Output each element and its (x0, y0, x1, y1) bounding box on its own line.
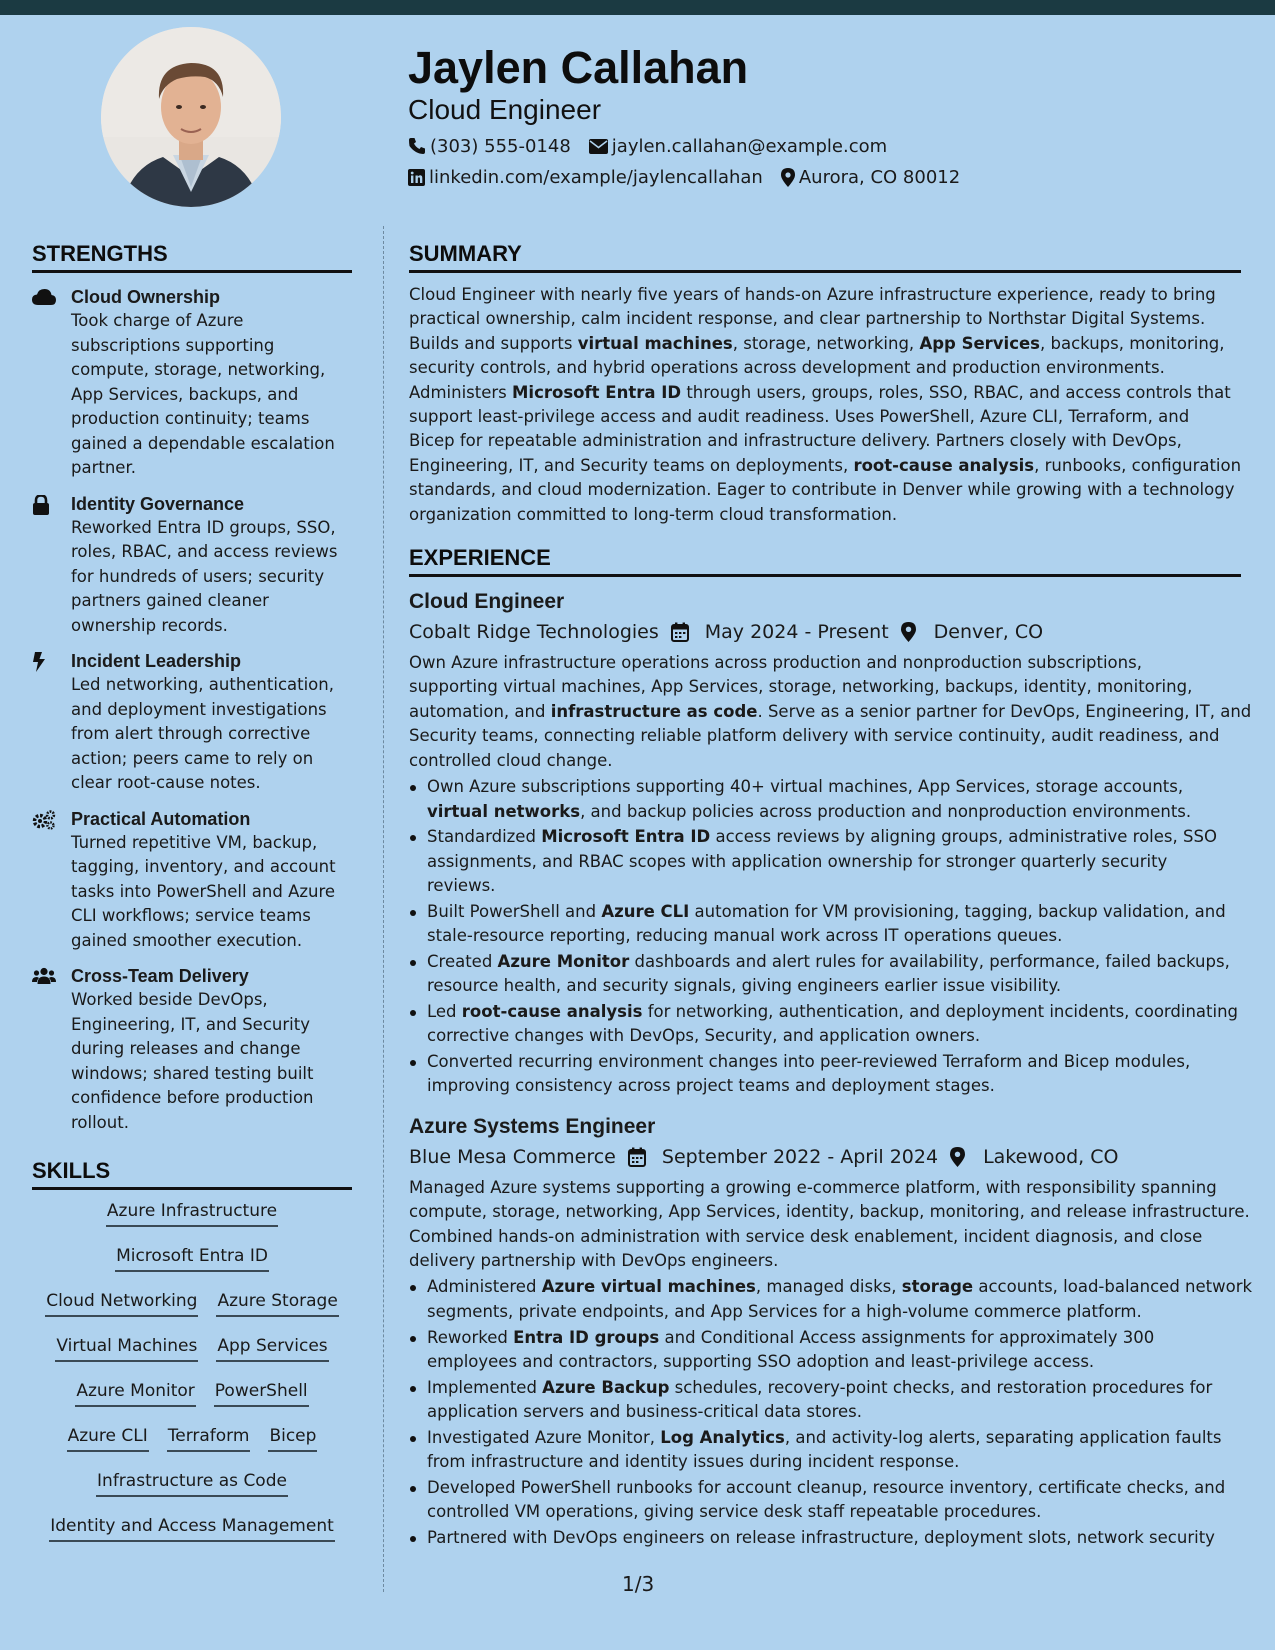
linkedin-contact[interactable] (408, 167, 763, 188)
skill-tag: Azure Storage (216, 1290, 338, 1317)
top-accent-bar (0, 0, 1275, 15)
text-run: Reworked (427, 1327, 514, 1347)
skill-row (32, 1470, 352, 1515)
emphasis-text: App Services (919, 333, 1040, 353)
text-run: Standardized (427, 827, 542, 847)
strength-description (71, 988, 352, 1135)
emphasis-text: Microsoft Entra ID (541, 827, 711, 847)
text-run: and Conditional Access assignments for approximately 300 (659, 1327, 1155, 1347)
bullet-item (409, 1050, 1241, 1099)
strength-line: from alert through corrective (71, 724, 311, 743)
text-run: Led (427, 1001, 462, 1021)
text-run: dashboards and alert rules for availability, performance, failed backups, (629, 951, 1230, 971)
text-run: , and activity-log alerts, separating application faults (784, 1427, 1222, 1447)
text-run: standards, and cloud modernization. Eager to contribute in Denver while growing with a technology (409, 480, 1235, 500)
strength-line: Took charge of Azure (71, 311, 244, 330)
emphasis-text: Azure Monitor (497, 951, 630, 971)
emphasis-text: Azure virtual machines (541, 1277, 756, 1297)
strength-description (71, 673, 352, 796)
emphasis-text: Microsoft Entra ID (512, 382, 682, 402)
text-run: stale-resource reporting, reducing manual work across IT operations queues. (427, 926, 1063, 946)
job-dates-text: May 2024 - Present (704, 621, 889, 644)
text-run: Bicep for repeatable administration and infrastructure delivery. Partners closely with DevOps, (409, 431, 1182, 451)
email-text[interactable]: jaylen.callahan@example.com (611, 135, 888, 157)
strength-line: for hundreds of users; security (71, 566, 325, 586)
text-run: assignments, and RBAC scopes with application ownership for stronger quarterly security (427, 851, 1168, 871)
text-run: schedules, recovery-point checks, and restoration procedures for (669, 1377, 1213, 1397)
emphasis-text: Azure CLI (601, 901, 690, 921)
strength-line: partner. (71, 458, 136, 477)
bullet-item (409, 1526, 1241, 1550)
text-run: automation for VM provisioning, tagging, backup validation, and (689, 901, 1226, 921)
strengths-heading: STRENGTHS (32, 241, 352, 273)
text-run: , storage, networking, (732, 333, 920, 353)
linkedin-icon (408, 169, 425, 186)
text-run: . Serve as a senior partner for DevOps, Engineering, IT, and (757, 701, 1252, 721)
strength-line: Led networking, authentication, (71, 675, 334, 694)
users-icon (32, 967, 56, 987)
emphasis-text: root-cause analysis (461, 1001, 643, 1021)
text-run: Own Azure subscriptions supporting 40+ virtual machines, App Services, storage accounts, (427, 777, 1184, 797)
emphasis-text: virtual machines (577, 333, 733, 353)
emphasis-text: Log Analytics (660, 1427, 785, 1447)
left-column (32, 241, 352, 1560)
strength-line: CLI workflows; service teams (71, 906, 311, 925)
job-meta (409, 618, 1241, 646)
skill-row (32, 1335, 352, 1380)
strength-line: Worked beside DevOps, (71, 990, 268, 1009)
text-run: controlled cloud change. (409, 750, 613, 770)
text-run: reviews. (427, 876, 496, 896)
bullet-item (409, 1275, 1253, 1324)
skill-tag: Terraform (167, 1425, 251, 1452)
job-dates-text: September 2022 - April 2024 (661, 1145, 939, 1168)
map-pin-icon (781, 168, 795, 187)
right-column (409, 241, 1253, 1552)
strength-line: subscriptions supporting (71, 335, 275, 355)
emphasis-text: root-cause analysis (853, 455, 1035, 475)
strength-line: windows; shared testing built (71, 1063, 314, 1083)
text-run: compute, storage, networking, App Services, identity, backup, monitoring, and release infrastructure. (409, 1202, 1250, 1222)
experience-heading: EXPERIENCE (409, 545, 1241, 577)
strength-line: production continuity; teams (71, 409, 310, 428)
text-run: Partnered with DevOps engineers on release infrastructure, deployment slots, network security (427, 1528, 1215, 1548)
skill-tag: Bicep (268, 1425, 317, 1452)
strength-line: roles, RBAC, and access reviews (71, 542, 338, 561)
text-run: access reviews by aligning groups, administrative roles, SSO (710, 827, 1217, 847)
text-run: for networking, authentication, and deployment incidents, coordinating (642, 1001, 1239, 1021)
map-pin-icon (950, 1147, 973, 1167)
skill-tag: Azure CLI (67, 1425, 149, 1452)
text-run: Investigated Azure Monitor, (427, 1427, 661, 1447)
skill-tag: Identity and Access Management (49, 1515, 335, 1542)
text-run: Converted recurring environment changes into peer-reviewed Terraform and Bicep modules, (427, 1052, 1191, 1072)
strength-item (32, 964, 352, 1135)
text-run: application servers and business-critical data stores. (427, 1402, 862, 1422)
contact-row-1 (408, 134, 905, 158)
candidate-title: Cloud Engineer (408, 94, 602, 125)
text-run: resource health, and security signals, giving engineers earlier issue visibility. (427, 976, 1062, 996)
skill-row (32, 1380, 352, 1425)
map-pin-icon (901, 622, 924, 642)
text-run: automation, and (409, 701, 551, 721)
job-meta (409, 1143, 1241, 1171)
skill-tag: Virtual Machines (55, 1335, 198, 1362)
strength-line: Turned repetitive VM, backup, (71, 832, 318, 852)
skill-row (32, 1200, 352, 1245)
phone-icon (408, 137, 426, 155)
skill-row (32, 1290, 352, 1335)
text-run: , backups, monitoring, (1040, 333, 1225, 353)
contact-row-2 (408, 165, 978, 189)
skill-tag: Infrastructure as Code (96, 1470, 288, 1497)
job-description (409, 651, 1252, 773)
cloud-icon (32, 288, 56, 308)
bullet-item (409, 775, 1241, 824)
strength-title: Cross-Team Delivery (71, 966, 249, 986)
job-location (950, 1143, 1118, 1171)
text-run: , runbooks, configuration (1034, 455, 1242, 475)
text-run: organization committed to long-term cloud transformation. (409, 504, 898, 524)
strength-item (32, 492, 352, 639)
text-run: Administered (427, 1277, 542, 1297)
job-location (901, 618, 1043, 646)
strengths-list (32, 285, 352, 1135)
text-run: security controls, and hybrid operations across development and production environments. (409, 358, 1165, 378)
job-bullets (409, 1275, 1253, 1550)
strength-title: Identity Governance (71, 493, 245, 514)
strength-line: tagging, inventory, and account (71, 857, 336, 876)
text-run: Developed PowerShell runbooks for account cleanup, resource inventory, certificate checks, and (427, 1477, 1226, 1497)
email-contact[interactable] (589, 136, 887, 157)
strength-item (32, 285, 352, 481)
skill-tag: App Services (216, 1335, 328, 1362)
strength-item (32, 807, 352, 954)
strength-item (32, 649, 352, 796)
text-run: Managed Azure systems supporting a growing e-commerce platform, with responsibility spanning (409, 1177, 1217, 1197)
strength-line: Reworked Entra ID groups, SSO, (71, 517, 336, 537)
emphasis-text: virtual networks (427, 801, 581, 821)
job-dates (628, 1143, 938, 1171)
text-run: delivery partnership with DevOps engineers. (409, 1251, 779, 1271)
text-run: from infrastructure and identity issues during incident response. (427, 1452, 960, 1472)
strength-line: clear root-cause notes. (71, 773, 261, 792)
text-run: Implemented (427, 1377, 543, 1397)
text-run: , managed disks, (755, 1277, 902, 1297)
job-location-text: Denver, CO (933, 621, 1044, 644)
text-run: supporting virtual machines, App Services, storage, networking, backups, identity, monitoring, (409, 677, 1193, 697)
job-title: Azure Systems Engineer (409, 1114, 656, 1138)
strength-title: Cloud Ownership (71, 287, 221, 307)
emphasis-text: Entra ID groups (513, 1327, 660, 1347)
text-run: , and backup policies across production and nonproduction environments. (580, 801, 1192, 821)
text-run: Administers (409, 382, 513, 402)
strength-line: compute, storage, networking, (71, 360, 326, 379)
skills-list (32, 1200, 352, 1560)
skill-row (32, 1515, 352, 1560)
profile-photo (101, 27, 281, 207)
location-text: Aurora, CO 80012 (798, 166, 961, 188)
text-run: segments, private endpoints, and App Services for a high-volume commerce platform. (427, 1301, 1142, 1321)
summary-heading: SUMMARY (409, 241, 1241, 273)
strength-line: gained smoother execution. (71, 930, 303, 950)
calendar-icon (671, 622, 697, 642)
candidate-name: Jaylen Callahan (408, 42, 749, 93)
strength-description (71, 831, 352, 954)
lock-icon (32, 495, 56, 515)
calendar-icon (628, 1147, 654, 1167)
job-description (409, 1176, 1250, 1274)
text-run: Builds and supports (409, 333, 578, 353)
skill-tag: Azure Monitor (75, 1380, 195, 1407)
text-run: Built PowerShell and (427, 901, 602, 921)
text-run: controlled VM operations, giving service desk staff repeatable procedures. (427, 1502, 1042, 1522)
strength-description (71, 309, 352, 481)
text-run: Combined hands-on administration with service desk enablement, incident diagnosis, and close (409, 1226, 1203, 1246)
experience-list (409, 588, 1253, 1550)
text-run: accounts, load-balanced network (973, 1277, 1253, 1297)
bullet-item (409, 1376, 1241, 1425)
skill-row (32, 1425, 352, 1470)
text-run: Created (427, 951, 498, 971)
company-name: Cobalt Ridge Technologies (409, 621, 659, 644)
skills-heading: SKILLS (32, 1158, 352, 1190)
text-run: support least-privilege access and audit readiness. Uses PowerShell, Azure CLI, Terraform, and (409, 407, 1190, 427)
skill-tag: Microsoft Entra ID (115, 1245, 269, 1272)
emphasis-text: Azure Backup (542, 1377, 670, 1397)
job-location-text: Lakewood, CO (983, 1145, 1119, 1168)
skill-tag: Cloud Networking (45, 1290, 198, 1317)
emphasis-text: storage (901, 1277, 974, 1297)
bullet-item (409, 1426, 1241, 1475)
bullet-item (409, 825, 1241, 898)
phone-contact (408, 136, 571, 157)
bullet-item (409, 1326, 1241, 1375)
job-title: Cloud Engineer (409, 590, 565, 614)
column-divider (383, 226, 384, 1592)
strength-line: tasks into PowerShell and Azure (71, 881, 336, 901)
bolt-icon (32, 652, 56, 672)
text-run: practical ownership, calm incident response, and clear partnership to Northstar Digital Systems. (409, 309, 1206, 329)
skill-tag: Azure Infrastructure (106, 1200, 278, 1227)
company-name: Blue Mesa Commerce (409, 1145, 616, 1168)
text-run: through users, groups, roles, SSO, RBAC, and access controls that (681, 382, 1231, 402)
location-contact (781, 167, 960, 188)
text-run: improving consistency across project teams and deployment stages. (427, 1076, 995, 1096)
phone-text: (303) 555-0148 (430, 135, 571, 157)
strength-title: Practical Automation (71, 808, 251, 829)
job-bullets (409, 775, 1241, 1099)
text-run: Own Azure infrastructure operations across production and nonproduction subscriptions, (409, 653, 1142, 673)
strength-line: App Services, backups, and (71, 384, 299, 404)
skill-row (32, 1245, 352, 1290)
job-dates (671, 618, 889, 646)
strength-line: confidence before production (71, 1088, 314, 1107)
page-number: 1/3 (622, 1572, 655, 1596)
text-run: Engineering, IT, and Security teams on deployments, (409, 455, 854, 475)
bullet-item (409, 950, 1241, 999)
linkedin-text[interactable]: linkedin.com/example/jaylencallahan (429, 166, 763, 188)
strength-title: Incident Leadership (71, 651, 242, 671)
text-run: Cloud Engineer with nearly five years of hands-on Azure infrastructure experience, ready to bring (409, 285, 1216, 304)
strength-line: Engineering, IT, and Security (71, 1014, 310, 1034)
strength-line: gained a dependable escalation (71, 433, 335, 453)
strength-line: partners gained cleaner (71, 591, 269, 610)
text-run: employees and contractors, supporting SSO adoption and least-privilege access. (427, 1352, 1095, 1371)
bullet-item (409, 1000, 1241, 1049)
strength-line: action; peers came to rely on (71, 748, 314, 768)
strength-line: ownership records. (71, 615, 228, 635)
envelope-icon (589, 139, 608, 154)
strength-line: and deployment investigations (71, 699, 327, 719)
bullet-item (409, 1476, 1241, 1525)
strength-description (71, 516, 352, 639)
summary-text (409, 283, 1241, 527)
emphasis-text: infrastructure as code (550, 701, 758, 721)
gears-icon (32, 810, 56, 830)
text-run: corrective changes with DevOps, Security, and application owners. (427, 1026, 981, 1046)
skill-tag: PowerShell (214, 1380, 309, 1407)
strength-line: rollout. (71, 1112, 129, 1132)
strength-line: during releases and change (71, 1039, 301, 1058)
bullet-item (409, 900, 1241, 949)
text-run: Security teams, connecting reliable platform delivery with service continuity, audit readiness, and (409, 726, 1220, 746)
